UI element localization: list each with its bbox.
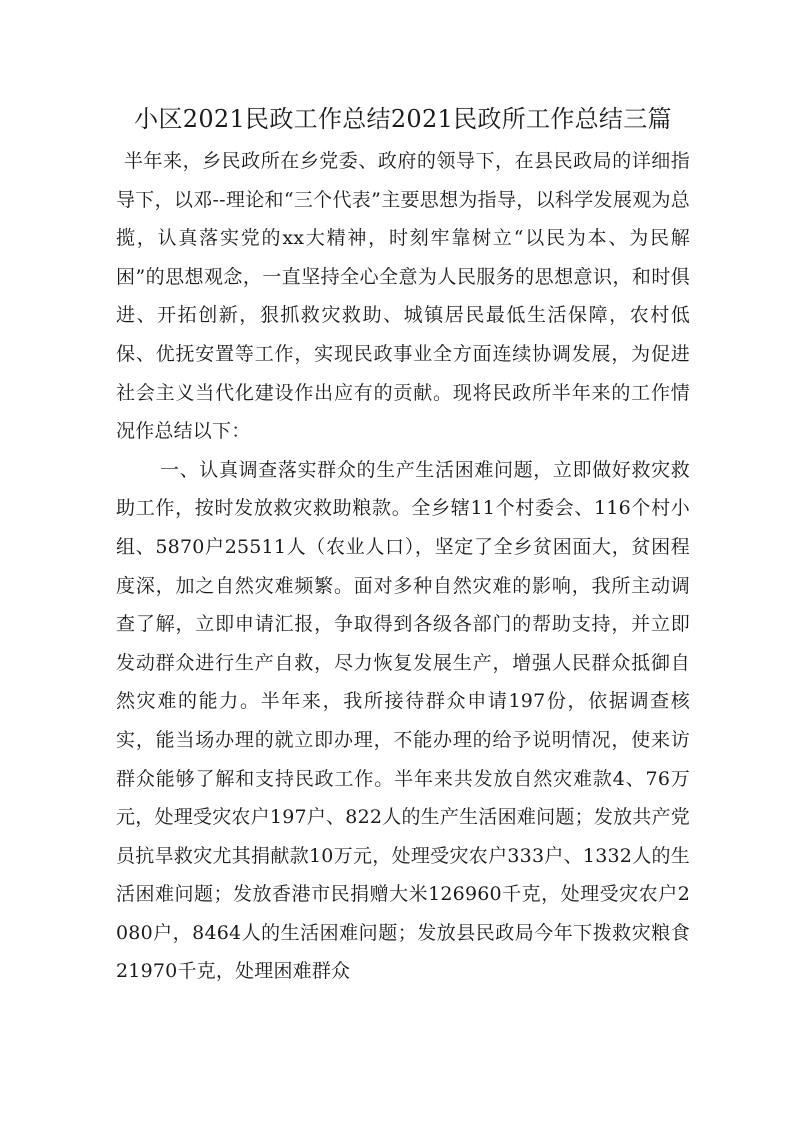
section-one-paragraph: 一、认真调查落实群众的生产生活困难问题，立即做好救灾救助工作，按时发放救灾救助粮款。全乡辖11个村委会、116个村小组、5870户25511人（农业人口），坚定了全乡贫困面大，贫困程度深，加之自然灾难频繁。面对多种自然灾难的影响，我所主动调查了解，立即申请汇报，争取得到各级各部门的帮助支持，并立即发动群众进行生产自救，尽力恢复发展生产，增强人民群众抵御自然灾难的能力。半年来，我所接待群众申请197份，依据调查核实，能当场办理的就立即办理，不能办理的给予说明情况，使来访群众能够了解和支持民政工作。半年来共发放自然灾难款4、76万元，处理受灾农户197户、822人的生产生活困难问题；发放共产党员抗旱救灾尤其捐献款10万元，处理受灾农户333户、1332人的生活困难问题；发放香港市民捐赠大米126960千克，处理受灾农户2080户，8464人的生活困难问题；发放县民政局今年下拨救灾粮食21970千克，处理困难群众 [116, 458, 690, 983]
document-title: 小区2021民政工作总结2021民政所工作总结三篇 [134, 105, 672, 133]
intro-paragraph: 半年来，乡民政所在乡党委、政府的领导下，在县民政局的详细指导下，以邓--理论和“三个代表”主要思想为指导，以科学发展观为总揽，认真落实党的xx大精神，时刻牢靠树立“以民为本、为民解困”的思想观念，一直坚持全心全意为人民服务的思想意识，和时俱进、开拓创新，狠抓救灾救助、城镇居民最低生活保障，农村低保、优抚安置等工作，实现民政事业全方面连续协调发展，为促进社会主义当代化建设作出应有的贡献。现将民政所半年来的工作情况作总结以下： [116, 150, 690, 443]
document-page [116, 96, 690, 991]
